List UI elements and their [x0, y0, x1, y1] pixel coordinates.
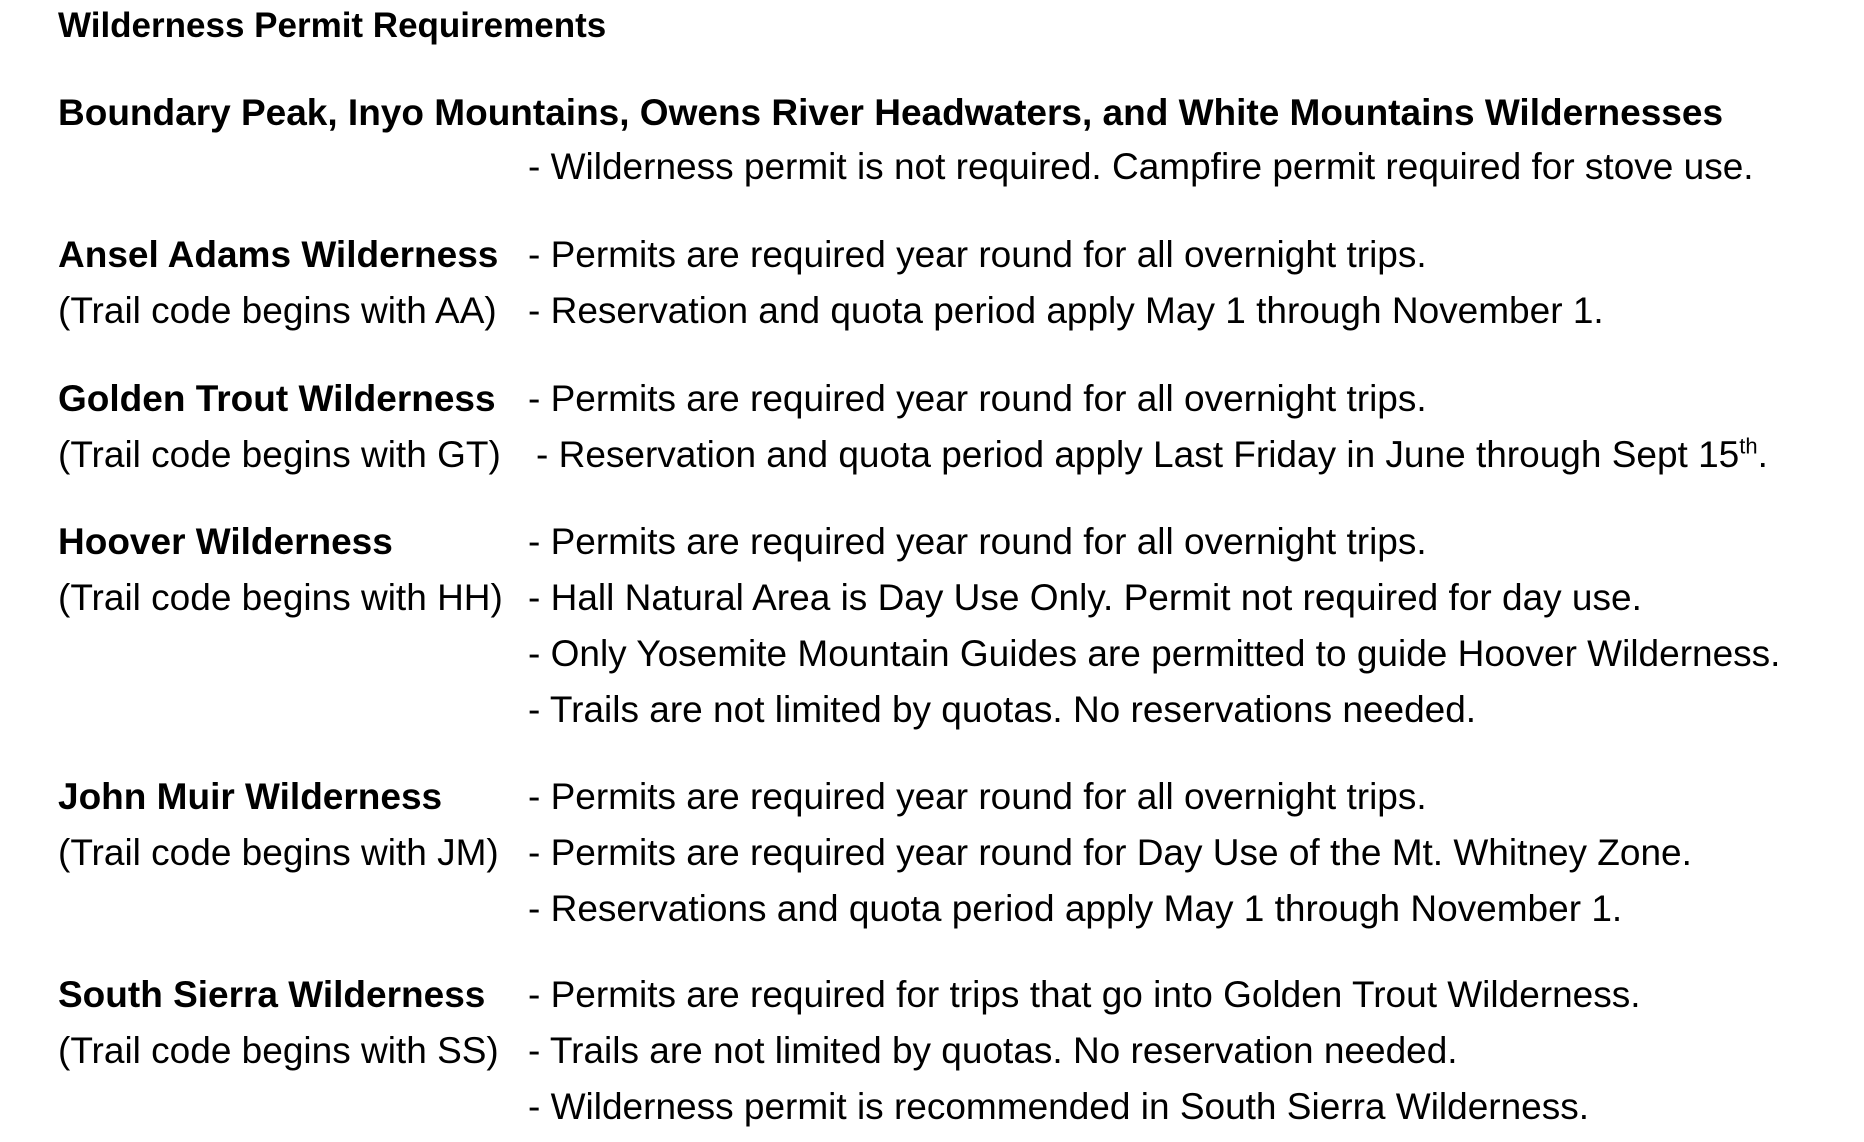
- requirement-line: [536, 434, 1768, 476]
- requirement-line: - Permits are required for trips that go into Golden Trout Wilderness.: [528, 974, 1641, 1015]
- section-golden-trout: [58, 378, 1848, 490]
- trail-code: (Trail code begins with SS): [58, 1030, 499, 1071]
- section-john-muir: [58, 776, 1848, 944]
- section-row: [58, 1030, 1848, 1086]
- requirement-line: - Permits are required year round for Day Use of the Mt. Whitney Zone.: [528, 832, 1692, 873]
- section-row: [58, 290, 1848, 346]
- requirement-line: - Reservation and quota period apply May 1 through November 1.: [528, 290, 1604, 331]
- boundary-section: [58, 146, 1848, 202]
- requirement-line: - Only Yosemite Mountain Guides are permitted to guide Hoover Wilderness.: [528, 633, 1781, 674]
- requirement-line: - Permits are required year round for all overnight trips.: [528, 521, 1427, 562]
- ordinal-suffix: th: [1739, 433, 1758, 459]
- section-row: [58, 832, 1848, 888]
- requirement-line: - Permits are required year round for all overnight trips.: [528, 378, 1427, 419]
- section-row: [58, 974, 1848, 1030]
- wilderness-name: John Muir Wilderness: [58, 776, 443, 817]
- trail-code: (Trail code begins with HH): [58, 577, 503, 618]
- wilderness-name: South Sierra Wilderness: [58, 974, 486, 1015]
- section-row: [58, 776, 1848, 832]
- section-row: [58, 888, 1848, 944]
- requirement-line: - Wilderness permit is recommended in South Sierra Wilderness.: [528, 1086, 1590, 1127]
- requirement-text: - Reservation and quota period apply Last Friday in June through Sept 15: [536, 434, 1740, 475]
- trail-code: (Trail code begins with GT): [58, 434, 501, 475]
- requirement-line: - Trails are not limited by quotas. No reservations needed.: [528, 689, 1477, 730]
- section-row: [58, 633, 1848, 689]
- boundary-heading: Boundary Peak, Inyo Mountains, Owens River Headwaters, and White Mountains Wildernesses: [58, 92, 1724, 133]
- section-row: [58, 434, 1848, 490]
- boundary-row: [58, 146, 1848, 202]
- section-hoover: [58, 521, 1848, 745]
- wilderness-name: Hoover Wilderness: [58, 521, 393, 562]
- section-row: [58, 378, 1848, 434]
- section-south-sierra: [58, 974, 1848, 1142]
- requirement-line: - Reservations and quota period apply May 1 through November 1.: [528, 888, 1623, 929]
- section-ansel-adams: [58, 234, 1848, 346]
- requirement-tail: .: [1757, 434, 1768, 475]
- trail-code: (Trail code begins with AA): [58, 290, 497, 331]
- section-row: [58, 234, 1848, 290]
- section-row: [58, 521, 1848, 577]
- section-row: [58, 577, 1848, 633]
- wilderness-name: Ansel Adams Wilderness: [58, 234, 499, 275]
- requirement-line: - Permits are required year round for all overnight trips.: [528, 234, 1427, 275]
- trail-code: (Trail code begins with JM): [58, 832, 499, 873]
- requirement-line: - Hall Natural Area is Day Use Only. Permit not required for day use.: [528, 577, 1642, 618]
- section-row: [58, 689, 1848, 745]
- requirement-line: - Trails are not limited by quotas. No reservation needed.: [528, 1030, 1458, 1071]
- requirement-line: - Permits are required year round for all overnight trips.: [528, 776, 1427, 817]
- page-title: Wilderness Permit Requirements: [58, 6, 607, 45]
- wilderness-name: Golden Trout Wilderness: [58, 378, 496, 419]
- boundary-note: - Wilderness permit is not required. Campfire permit required for stove use.: [528, 146, 1754, 187]
